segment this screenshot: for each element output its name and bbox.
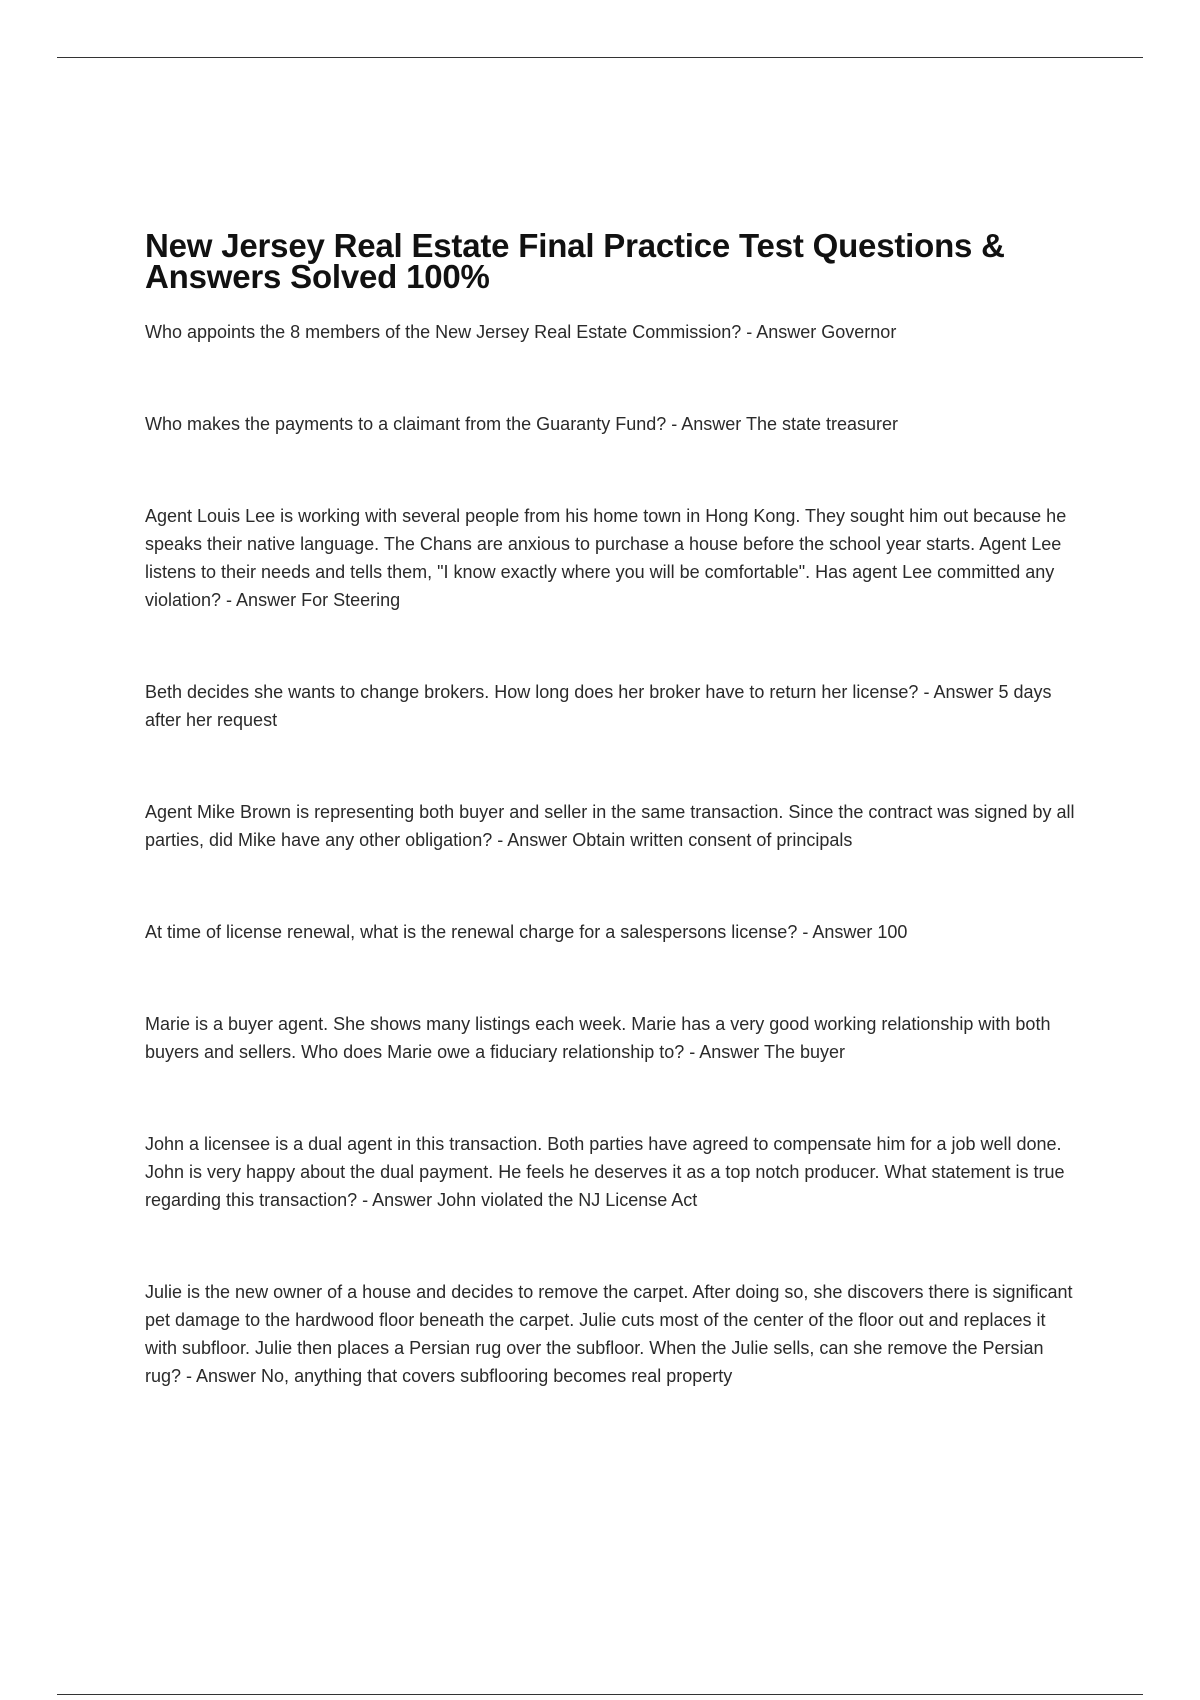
document-body [145,227,1080,1390]
qa-item: Marie is a buyer agent. She shows many listings each week. Marie has a very good working relationship with both buyers and sellers. Who does Marie owe a fiduciary relationship to? - Answer The buyer [145,1014,1051,1062]
qa-item: John a licensee is a dual agent in this transaction. Both parties have agreed to compensate him for a job well done. John is very happy about the dual payment. He feels he deserves it as a top notch producer. What statement is true regarding this transaction? - Answer John violated the NJ License Act [145,1134,1065,1210]
bottom-rule [57,1694,1143,1695]
top-rule [57,57,1143,58]
qa-item: Agent Mike Brown is representing both buyer and seller in the same transaction. Since the contract was signed by all parties, did Mike have any other obligation? - Answer Obtain written consent of principals [145,802,1075,850]
document-title: New Jersey Real Estate Final Practice Test Questions & Answers Solved 100% [145,227,1005,295]
qa-item: Julie is the new owner of a house and decides to remove the carpet. After doing so, she discovers there is significant pet damage to the hardwood floor beneath the carpet. Julie cuts most of the center of the floor out and replaces it with subfloor. Julie then places a Persian rug over the subfloor. When the Julie sells, can she remove the Persian rug? - Answer No, anything that covers subflooring becomes real property [145,1282,1073,1386]
qa-item: Beth decides she wants to change brokers. How long does her broker have to return her license? - Answer 5 days after her request [145,682,1052,730]
qa-item: Who makes the payments to a claimant from the Guaranty Fund? - Answer The state treasurer [145,414,899,434]
qa-item: Agent Louis Lee is working with several people from his home town in Hong Kong. They sought him out because he speaks their native language. The Chans are anxious to purchase a house before the school year starts. Agent Lee listens to their needs and tells them, "I know exactly where you will be comfortable". Has agent Lee committed any violation? - Answer For Steering [145,506,1067,610]
qa-list [145,318,1080,1390]
qa-item: At time of license renewal, what is the renewal charge for a salespersons license? - Answer 100 [145,922,908,942]
qa-item: Who appoints the 8 members of the New Jersey Real Estate Commission? - Answer Governor [145,322,897,342]
